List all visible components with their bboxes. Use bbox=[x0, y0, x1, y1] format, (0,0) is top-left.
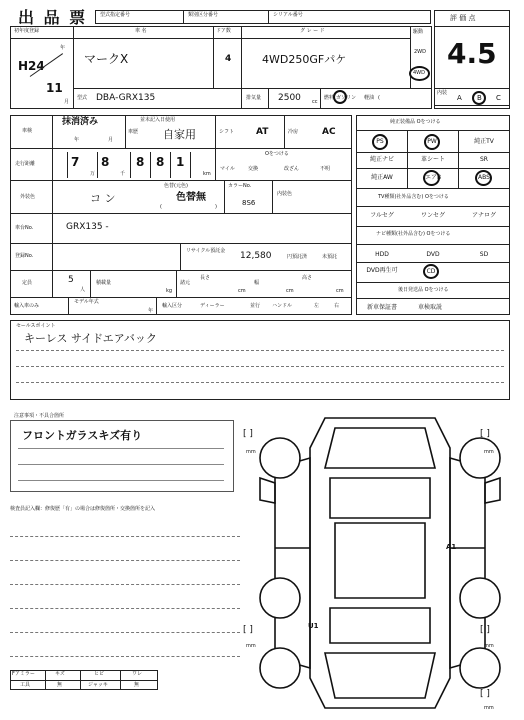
legend-tools: 工具 bbox=[20, 682, 31, 688]
year-unit: 年 bbox=[60, 45, 66, 51]
class-label: 類別区分番号 bbox=[188, 12, 219, 18]
opt-airbag: エアB bbox=[424, 174, 442, 181]
reg-label: 初年度登録 bbox=[14, 28, 40, 34]
bracket-fl: [ ] bbox=[243, 429, 253, 439]
legend-crack: ヒビ bbox=[94, 671, 105, 677]
displacement-label: 排気量 bbox=[246, 95, 262, 101]
mileage-opt-tamper: 改ざん bbox=[284, 166, 300, 172]
interior-label: 内装 bbox=[437, 90, 448, 96]
mm-fl: mm bbox=[246, 449, 256, 455]
notes-label: 注意事項・不具合箇所 bbox=[14, 413, 65, 419]
opt-abs: ABS bbox=[478, 174, 490, 181]
car-damage-diagram bbox=[240, 408, 520, 720]
sales-point-text: キーレス サイドエアバック bbox=[24, 332, 157, 345]
legend-scratch: キズ bbox=[55, 671, 65, 677]
ac-label: 冷房 bbox=[288, 129, 299, 135]
mileage-d5: 1 bbox=[176, 155, 185, 169]
serial-label: シリアル番号 bbox=[273, 12, 303, 18]
after-manual: 車検取説 bbox=[417, 304, 442, 311]
color-value: コ ン bbox=[90, 192, 116, 205]
cc-unit: cc bbox=[312, 99, 318, 105]
chassis-value: GRX135 - bbox=[66, 222, 109, 232]
legend-jack: ジャッキ bbox=[88, 682, 108, 688]
mileage-note: Oをつける bbox=[265, 151, 289, 157]
doors-label: ドア数 bbox=[216, 28, 231, 34]
mm-spare: mm bbox=[484, 705, 494, 711]
grade-label: グ レ ー ド bbox=[300, 28, 325, 34]
inspection-label: 車検 bbox=[22, 128, 33, 134]
regno-label: 登録No. bbox=[15, 253, 34, 259]
mileage-d1: 7 bbox=[71, 155, 80, 169]
import-cat-label: 輸入区分 bbox=[162, 303, 183, 309]
mm-fr: mm bbox=[484, 449, 494, 455]
spec-number-bar bbox=[95, 10, 431, 24]
mileage-label: 走行距離 bbox=[15, 161, 36, 167]
opt-ps: PS bbox=[376, 138, 384, 145]
navi-dvd: DVD bbox=[426, 251, 440, 258]
color-change-label: 色替(元色) bbox=[164, 183, 188, 189]
model-value: DBA-GRX135 bbox=[96, 93, 156, 103]
insp-year-unit: 年 bbox=[74, 137, 80, 143]
car-name-label: 車 名 bbox=[135, 28, 147, 34]
tv-header: TV種類(社外品含む) Oをつける bbox=[378, 194, 449, 200]
tv-analog: アナログ bbox=[471, 212, 496, 219]
model-label: 型式 bbox=[77, 95, 88, 101]
mileage-d3: 8 bbox=[136, 155, 145, 169]
recycle-value: 12,580 bbox=[240, 251, 272, 261]
mm-rl: mm bbox=[246, 643, 256, 649]
mileage-unit-man: 万 bbox=[90, 171, 96, 177]
interior-c: C bbox=[496, 94, 501, 102]
score-value: 4.5 bbox=[447, 37, 497, 70]
type-spec-label: 型式指定番号 bbox=[100, 12, 131, 18]
capacity-label: 定員 bbox=[22, 280, 33, 286]
insp-month-unit: 月 bbox=[108, 137, 114, 143]
bracket-fr: [ ] bbox=[480, 429, 490, 439]
shift-value: AT bbox=[256, 127, 269, 137]
bracket-spare: [ ] bbox=[480, 689, 490, 699]
cm-3: cm bbox=[336, 288, 344, 294]
mm-rr: mm bbox=[484, 643, 494, 649]
opt-leather: 革シート bbox=[420, 156, 445, 163]
rec-label: 並未記入日使用 bbox=[140, 117, 176, 123]
recycle-unpaid: 未預託 bbox=[322, 254, 338, 260]
tv-fullseg: フルセグ bbox=[370, 212, 394, 219]
opt-sr: SR bbox=[480, 156, 488, 163]
options-header: 純正装備品 Oをつける bbox=[390, 119, 441, 125]
score-label: 評 価 点 bbox=[450, 14, 476, 22]
after-header: 後日発送品 Oをつける bbox=[398, 287, 449, 293]
legend-jack-none: 無 bbox=[134, 682, 140, 688]
usage-value: 自家用 bbox=[163, 128, 196, 141]
mileage-d4: 8 bbox=[156, 155, 165, 169]
color-no-value: 8S6 bbox=[242, 199, 256, 207]
opt-tv: 純正TV bbox=[474, 138, 494, 145]
mileage-opt-mile: マイル bbox=[220, 166, 235, 172]
month-unit: 月 bbox=[64, 99, 70, 105]
mileage-d2: 8 bbox=[101, 155, 110, 169]
inspector-label: 検査員記入欄：修復歴「有」の場合は修復箇所・交換箇所を記入 bbox=[10, 506, 156, 512]
drive-4wd: 4WD bbox=[413, 70, 425, 76]
dims-label: 諸元 bbox=[180, 280, 191, 286]
bracket-rr: [ ] bbox=[480, 625, 490, 635]
import-parallel: 並行 bbox=[250, 303, 261, 309]
mileage-unit-km: km bbox=[203, 171, 211, 177]
reg-month: 11 bbox=[46, 81, 63, 95]
mileage-unit-sen: 千 bbox=[120, 171, 126, 177]
opt-pw: PW bbox=[427, 138, 437, 145]
opt-aw: 純正AW bbox=[371, 174, 393, 181]
mileage-opt-unknown: 不明 bbox=[320, 166, 331, 172]
damage-mark-u1: U1 bbox=[308, 622, 319, 630]
ac-value: AC bbox=[322, 127, 336, 137]
navi-header: ナビ種類(社外品含む) Oをつける bbox=[376, 231, 451, 237]
opt-cd: CD bbox=[426, 268, 436, 275]
damage-mark-a1: A1 bbox=[446, 543, 457, 551]
bracket-rl: [ ] bbox=[243, 625, 253, 635]
drive-label: 駆動 bbox=[413, 29, 424, 35]
cm-2: cm bbox=[286, 288, 294, 294]
displacement-value: 2500 bbox=[278, 93, 301, 103]
interior-a: A bbox=[457, 94, 462, 102]
car-name: マークX bbox=[84, 52, 129, 66]
load-label: 積載量 bbox=[96, 280, 112, 286]
interior-b: B bbox=[477, 94, 482, 102]
recycle-label: リサイクル預託金 bbox=[186, 248, 226, 254]
legend-break: ワレ bbox=[132, 671, 143, 677]
fuel-diesel: 軽油 bbox=[364, 95, 375, 101]
model-year-unit: 年 bbox=[148, 308, 154, 314]
dim-length: 長さ bbox=[200, 275, 211, 281]
drive-2wd: 2WD bbox=[414, 49, 426, 55]
shift-label: シフト bbox=[219, 129, 235, 135]
cm-1: cm bbox=[238, 288, 246, 294]
dvd-play: DVD再生可 bbox=[366, 267, 398, 274]
form-title: 出 品 票 bbox=[18, 8, 88, 27]
tv-oneseg: ワンセグ bbox=[420, 212, 445, 219]
dim-width: 幅 bbox=[254, 280, 260, 286]
trim-label: 内装色 bbox=[277, 191, 293, 197]
after-warranty: 新車保証書 bbox=[366, 304, 397, 311]
color-label: 外装色 bbox=[20, 194, 36, 200]
capacity-value: 5 bbox=[68, 275, 74, 285]
handle-right: 右 bbox=[334, 303, 340, 309]
fuel-circle bbox=[333, 90, 347, 104]
fuel-label: 燃料 bbox=[324, 95, 335, 101]
dim-height: 高さ bbox=[302, 275, 313, 281]
kg-unit: kg bbox=[166, 288, 173, 294]
interior-circle bbox=[472, 91, 486, 105]
inspection-value: 抹消済み bbox=[62, 117, 99, 127]
notes-text: フロントガラスキズ有り bbox=[22, 429, 143, 442]
recycle-paid: 円預託済 bbox=[287, 254, 308, 260]
navi-hdd: HDD bbox=[375, 251, 389, 258]
model-year-label: モデル年式 bbox=[74, 299, 99, 305]
fuel-gasoline: ガソリン bbox=[336, 95, 357, 101]
mileage-opt-swap: 交換 bbox=[248, 166, 259, 172]
color-change-value: 色替無 bbox=[176, 192, 206, 203]
import-label: 輸入車のみ bbox=[14, 303, 40, 309]
legend-tools-none: 無 bbox=[57, 682, 63, 688]
opt-navi: 純正ナビ bbox=[369, 156, 394, 163]
color-no-label: カラーNo. bbox=[228, 183, 252, 189]
import-dealer: ディーラー bbox=[200, 303, 225, 309]
legend-mirror: Fアミラー bbox=[12, 671, 35, 677]
sales-point-label: セールスポイント bbox=[16, 323, 56, 329]
handle-label: ハンドル bbox=[272, 303, 293, 309]
chassis-label: 車台No. bbox=[15, 225, 34, 231]
era-year: H24 bbox=[18, 59, 45, 73]
capacity-unit: 人 bbox=[80, 287, 86, 293]
navi-sd: SD bbox=[479, 251, 489, 258]
doors-value: 4 bbox=[225, 54, 232, 64]
usage-label: 車歴 bbox=[128, 129, 139, 135]
handle-left: 左 bbox=[314, 303, 320, 309]
grade-value: 4WD250GFパケ bbox=[262, 53, 347, 66]
